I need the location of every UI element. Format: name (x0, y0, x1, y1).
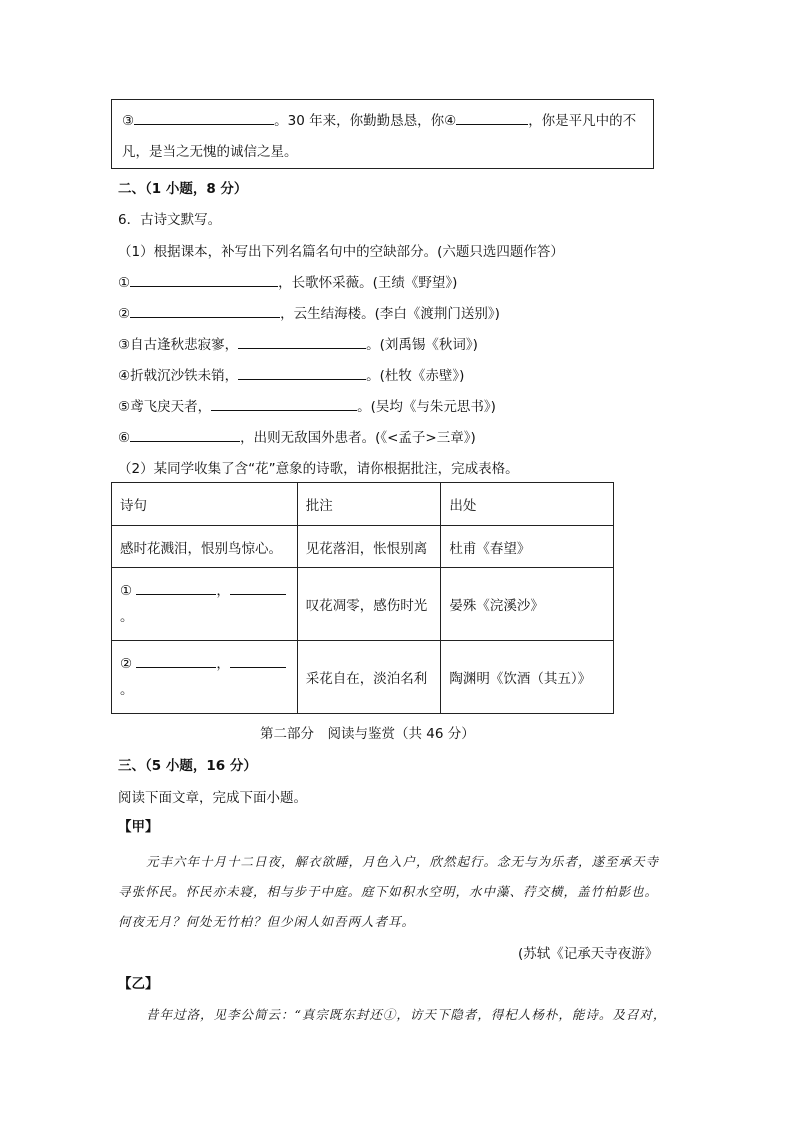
circled-number-3: ③ (122, 113, 135, 129)
poem-table (111, 482, 614, 714)
table-cell-source: 杜甫《春望》 (441, 526, 614, 568)
passage-jia-line: 寻张怀民。怀民亦未寝，相与步于中庭。庭下如积水空明，水中藻、荇交横，盖竹柏影也。 (118, 884, 659, 899)
part-2-title: 第二部分 阅读与鉴赏（共 46 分） (260, 726, 475, 742)
question-6-part-2: （2）某同学收集了含“花”意象的诗歌，请你根据批注，完成表格。 (118, 461, 519, 477)
box-line-1 (122, 109, 636, 129)
section-3-heading: 三、（5 小题，16 分） (118, 758, 257, 774)
passage-yi-label: 【乙】 (118, 976, 159, 992)
table-cell-note: 叹花凋零，感伤时光 (297, 568, 441, 641)
answer-blank[interactable] (130, 274, 278, 287)
box-text: 。30 年来，你勤勤恳恳，你④ (274, 113, 457, 129)
table-cell-note: 采花自在，淡泊名利 (297, 641, 441, 714)
passage-jia-line: 何夜无月？何处无竹柏？但少闲人如吾两人者耳。 (118, 914, 416, 929)
table-header-cell: 批注 (297, 483, 441, 526)
answer-blank[interactable] (230, 655, 286, 668)
fill-item-1: ① ，长歌怀采薇。(王绩《野望》) (118, 275, 458, 291)
answer-blank[interactable] (230, 582, 286, 595)
passage-jia-line: 元丰六年十月十二日夜，解衣欲睡，月色入户，欣然起行。念无与为乐者，遂至承天寺 (146, 854, 660, 869)
box-text: ，你是平凡中的不 (528, 113, 637, 129)
answer-blank[interactable] (456, 112, 528, 125)
table-header-row (112, 483, 614, 526)
table-row (112, 641, 614, 714)
table-cell-source: 陶渊明《饮酒（其五）》 (441, 641, 614, 714)
table-header-cell: 出处 (441, 483, 614, 526)
table-row (112, 526, 614, 568)
passage-jia-label: 【甲】 (118, 819, 159, 835)
passage-yi-line: 昔年过洛，见李公简云：“真宗既东封还①，访天下隐者，得杞人杨朴，能诗。及召对， (146, 1007, 667, 1022)
section-2-heading: 二、（1 小题，8 分） (118, 181, 248, 197)
answer-blank[interactable] (238, 367, 366, 380)
table-row (112, 568, 614, 641)
answer-blank[interactable] (238, 336, 366, 349)
reading-instruction: 阅读下面文章，完成下面小题。 (118, 790, 307, 806)
table-cell-source: 晏殊《浣溪沙》 (441, 568, 614, 641)
bordered-text-box (111, 99, 654, 169)
answer-blank[interactable] (130, 429, 240, 442)
table-cell-verse: ② ， 。 (112, 641, 298, 714)
passage-jia-source: (苏轼《记承天寺夜游》 (518, 946, 659, 962)
fill-item-2: ② ，云生结海楼。(李白《渡荆门送别》) (118, 306, 500, 322)
answer-blank[interactable] (130, 305, 280, 318)
box-line-2: 凡，是当之无愧的诚信之星。 (122, 144, 298, 160)
table-header-cell: 诗句 (112, 483, 298, 526)
question-6-part-1: （1）根据课本，补写出下列名篇名句中的空缺部分。(六题只选四题作答） (118, 244, 564, 260)
table-cell-verse: 感时花溅泪，恨别鸟惊心。 (112, 526, 298, 568)
answer-blank[interactable] (136, 655, 216, 668)
fill-item-3: ③自古逢秋悲寂寥， 。(刘禹锡《秋词》) (118, 337, 478, 353)
answer-blank[interactable] (136, 582, 216, 595)
answer-blank[interactable] (211, 398, 357, 411)
fill-item-6: ⑥ ，出则无敌国外患者。(《<孟子>三章》) (118, 430, 476, 446)
answer-blank[interactable] (134, 112, 274, 125)
fill-item-5: ⑤鸢飞戾天者， 。(吴均《与朱元思书》) (118, 399, 496, 415)
table-cell-verse: ① ， 。 (112, 568, 298, 641)
table-cell-note: 见花落泪，怅恨别离 (297, 526, 441, 568)
question-6: 6．古诗文默写。 (118, 212, 222, 228)
fill-item-4: ④折戟沉沙铁未销， 。(杜牧《赤壁》) (118, 368, 465, 384)
